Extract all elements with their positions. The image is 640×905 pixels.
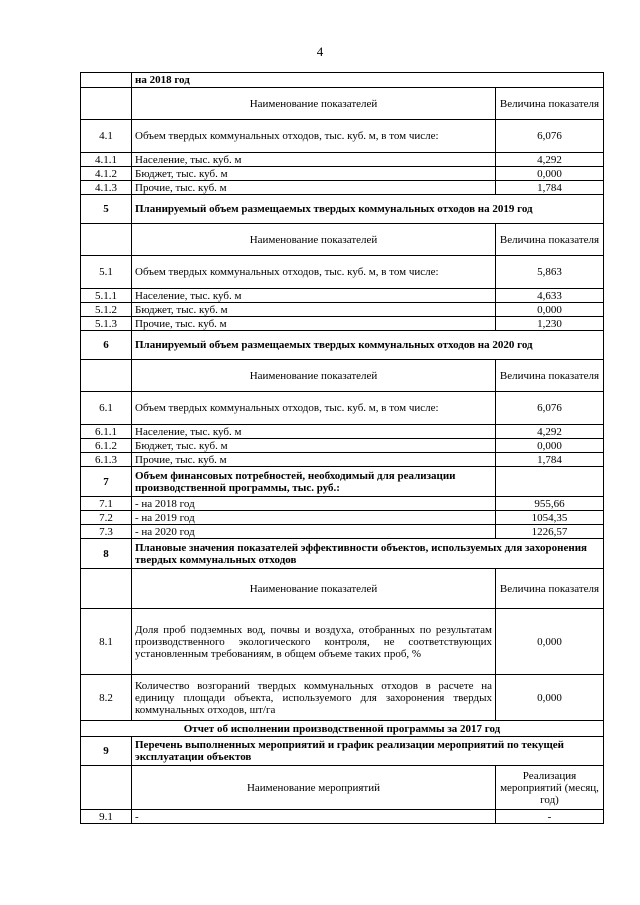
section-row [81,331,604,360]
row-value: 0,000 [496,439,604,453]
section-number: 9 [81,737,132,766]
column-header-name: Наименование показателей [132,88,496,120]
row-value: 1,784 [496,453,604,467]
section-number: 6 [81,331,132,360]
section-row [81,467,604,497]
row-number: 9.1 [81,810,132,824]
program-table [80,72,604,824]
column-header-value: Величина показателя [496,88,604,120]
table-row [81,289,604,303]
table-row [81,317,604,331]
row-value: 6,076 [496,392,604,425]
row-value: 4,292 [496,425,604,439]
row-name: Объем твердых коммунальных отходов, тыс. куб. м, в том числе: [132,120,496,153]
row-name: Население, тыс. куб. м [132,425,496,439]
row-name: Объем твердых коммунальных отходов, тыс. куб. м, в том числе: [132,256,496,289]
row-value: 4,633 [496,289,604,303]
row-name: - [132,810,496,824]
empty-cell [81,766,132,810]
row-value: 0,000 [496,609,604,675]
section-title: Перечень выполненных мероприятий и график реализации мероприятий по текущей эксплуатации объектов [132,737,604,766]
row-number: 8.2 [81,675,132,721]
row-value: 6,076 [496,120,604,153]
table-row [81,675,604,721]
row-name: Бюджет, тыс. куб. м [132,167,496,181]
section-row [81,539,604,569]
table-row [81,609,604,675]
row-value: 1054,35 [496,511,604,525]
row-number: 6.1 [81,392,132,425]
row-number: 8.1 [81,609,132,675]
section-number: 8 [81,539,132,569]
row-number: 5.1.3 [81,317,132,331]
column-header-name: Наименование показателей [132,360,496,392]
row-name: - на 2018 год [132,497,496,511]
row-number: 4.1.3 [81,181,132,195]
row-number: 7.3 [81,525,132,539]
section-number: 5 [81,195,132,224]
empty-cell [81,88,132,120]
section-title: Объем финансовых потребностей, необходимый для реализации производственной программы, тыс. руб.: [132,467,496,497]
column-header-name: Наименование показателей [132,224,496,256]
header-row [81,360,604,392]
section-row [81,195,604,224]
table-row [81,439,604,453]
row-name: - на 2020 год [132,525,496,539]
row-value: 5,863 [496,256,604,289]
column-header-value: Величина показателя [496,360,604,392]
row-number: 5.1 [81,256,132,289]
section-row [81,73,604,88]
empty-cell [81,360,132,392]
page-number: 4 [316,44,324,59]
header-row [81,88,604,120]
row-number: 5.1.1 [81,289,132,303]
section-title: Планируемый объем размещаемых твердых коммунальных отходов на 2019 год [132,195,604,224]
row-number: 4.1.1 [81,153,132,167]
header-row [81,224,604,256]
table-row [81,511,604,525]
column-header-value: Величина показателя [496,569,604,609]
column-header-value: Реализация мероприятий (месяц, год) [496,766,604,810]
row-value: 0,000 [496,675,604,721]
row-value: 955,66 [496,497,604,511]
report-title: Отчет об исполнении производственной программы за 2017 год [81,721,604,737]
table-row [81,181,604,195]
row-value: 1,784 [496,181,604,195]
row-number: 4.1.2 [81,167,132,181]
header-row [81,766,604,810]
empty-cell [81,73,132,88]
table-row [81,120,604,153]
row-number: 4.1 [81,120,132,153]
row-value: 1226,57 [496,525,604,539]
row-value: 0,000 [496,303,604,317]
row-value: 4,292 [496,153,604,167]
table-row [81,153,604,167]
table-row [81,167,604,181]
row-name: Прочие, тыс. куб. м [132,317,496,331]
row-number: 6.1.1 [81,425,132,439]
table-row [81,392,604,425]
table-row [81,810,604,824]
table-row [81,497,604,511]
row-name: Прочие, тыс. куб. м [132,453,496,467]
row-value: 0,000 [496,167,604,181]
section-row [81,737,604,766]
row-name: Бюджет, тыс. куб. м [132,303,496,317]
row-number: 6.1.3 [81,453,132,467]
table-row [81,256,604,289]
row-name: Количество возгораний твердых коммунальных отходов в расчете на единицу площади объекта, используемого для захоронения твердых коммунальных отходов, шт/га [132,675,496,721]
section-title: Планируемый объем размещаемых твердых коммунальных отходов на 2020 год [132,331,604,360]
row-number: 7.2 [81,511,132,525]
row-name: Доля проб подземных вод, почвы и воздуха, отобранных по результатам производственного экологического контроля, не соответствующих установленным требованиям, в общем объеме таких проб, % [132,609,496,675]
empty-cell [81,569,132,609]
column-header-value: Величина показателя [496,224,604,256]
row-name: - на 2019 год [132,511,496,525]
table-row [81,303,604,317]
column-header-name: Наименование показателей [132,569,496,609]
section-number: 7 [81,467,132,497]
row-number: 5.1.2 [81,303,132,317]
row-name: Прочие, тыс. куб. м [132,181,496,195]
program-table-body [81,73,604,824]
section-title: Плановые значения показателей эффективности объектов, используемых для захоронения твердых коммунальных отходов [132,539,604,569]
table-row [81,425,604,439]
empty-cell [81,224,132,256]
row-name: Бюджет, тыс. куб. м [132,439,496,453]
row-number: 7.1 [81,497,132,511]
header-row [81,569,604,609]
row-name: Население, тыс. куб. м [132,289,496,303]
table-row [81,453,604,467]
row-number: 6.1.2 [81,439,132,453]
report-title-row [81,721,604,737]
row-name: Объем твердых коммунальных отходов, тыс. куб. м, в том числе: [132,392,496,425]
row-value: - [496,810,604,824]
row-name: Население, тыс. куб. м [132,153,496,167]
section-title: на 2018 год [132,73,604,88]
row-value: 1,230 [496,317,604,331]
table-row [81,525,604,539]
empty-cell [496,467,604,497]
column-header-name: Наименование мероприятий [132,766,496,810]
